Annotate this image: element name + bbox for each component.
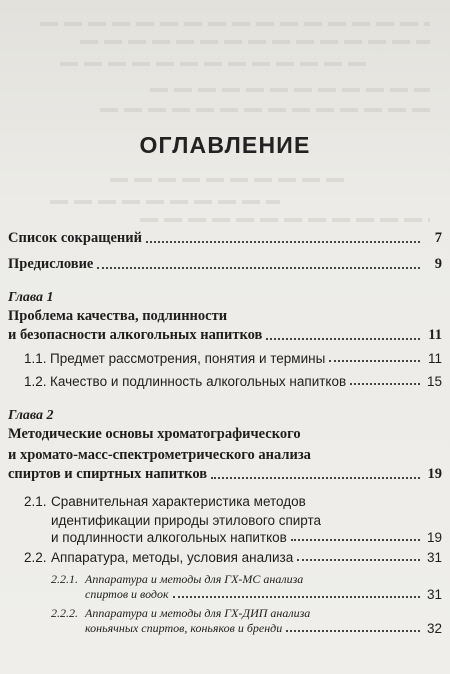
toc-entry-label: Список сокращений — [8, 230, 142, 246]
leader-dots — [350, 383, 420, 385]
toc-page-number: 7 — [434, 230, 442, 246]
toc-page-number: 15 — [426, 374, 442, 389]
chapter-label: Глава 1 — [8, 290, 54, 305]
chapter-title: и безопасности алкогольных напитков — [8, 327, 263, 343]
toc-entry-abbreviations[interactable] — [8, 230, 442, 247]
leader-dots — [97, 267, 420, 269]
toc-entry-section-1-2[interactable] — [24, 374, 442, 389]
toc-page-number: 9 — [434, 256, 442, 272]
section-number: 2.1. — [24, 494, 47, 509]
toc-entry-label: Сравнительная характеристика методов — [51, 494, 306, 509]
chapter-label: Глава 2 — [8, 408, 54, 423]
toc-entry-chapter2[interactable] — [8, 466, 442, 483]
toc-entry-label: Качество и подлинность алкогольных напитков — [50, 374, 347, 389]
toc-page-number: 11 — [427, 351, 442, 366]
leader-dots — [146, 241, 420, 243]
chapter-title: и хромато-масс-спектрометрического анализа — [8, 447, 311, 463]
leader-dots — [297, 559, 420, 561]
toc-page-number: 19 — [426, 530, 442, 545]
chapter-title: Методические основы хроматографического — [8, 426, 301, 442]
toc-entry-preface[interactable] — [8, 256, 442, 273]
toc-page-number: 32 — [426, 621, 442, 636]
toc-entry-section-1-1[interactable] — [24, 351, 442, 366]
toc-entry-label: коньячных спиртов, коньяков и бренди — [85, 621, 283, 635]
toc-page-number: 31 — [426, 550, 442, 565]
leader-dots — [266, 338, 420, 340]
toc-entry-label: Предисловие — [8, 256, 94, 272]
leader-dots — [291, 539, 420, 541]
section-number: 1.1. — [24, 351, 47, 366]
leader-dots — [173, 596, 420, 598]
section-number: 2.2. — [24, 550, 47, 565]
leader-dots — [211, 477, 420, 479]
section-number: 1.2. — [24, 374, 47, 389]
chapter-title: Проблема качества, подлинности — [8, 308, 228, 324]
leader-dots — [329, 360, 420, 362]
subsection-number: 2.2.2. — [51, 606, 78, 620]
toc-entry-section-2-2[interactable] — [24, 550, 442, 565]
toc-entry-label: Аппаратура и методы для ГХ-МС анализа — [85, 572, 304, 586]
toc-entry-label: спиртов и водок — [85, 587, 169, 601]
page-title: ОГЛАВЛЕНИЕ — [139, 132, 311, 158]
toc-entry-label: и подлинности алкогольных напитков — [51, 530, 287, 545]
toc-entry-label: идентификации природы этилового спирта — [51, 513, 322, 528]
toc-entry-label: Аппаратура и методы для ГХ-ДИП анализа — [85, 606, 311, 620]
toc-entry-label: Аппаратура, методы, условия анализа — [51, 550, 294, 565]
toc-page-number: 19 — [427, 466, 442, 482]
leader-dots — [286, 630, 420, 632]
toc-page-number: 31 — [426, 587, 442, 602]
chapter-title: спиртов и спиртных напитков — [8, 466, 208, 482]
toc-entry-label: Предмет рассмотрения, понятия и термины — [50, 351, 326, 366]
toc-page-number: 11 — [428, 327, 442, 343]
subsection-number: 2.2.1. — [51, 572, 78, 586]
toc-entry-chapter1[interactable] — [8, 327, 442, 344]
